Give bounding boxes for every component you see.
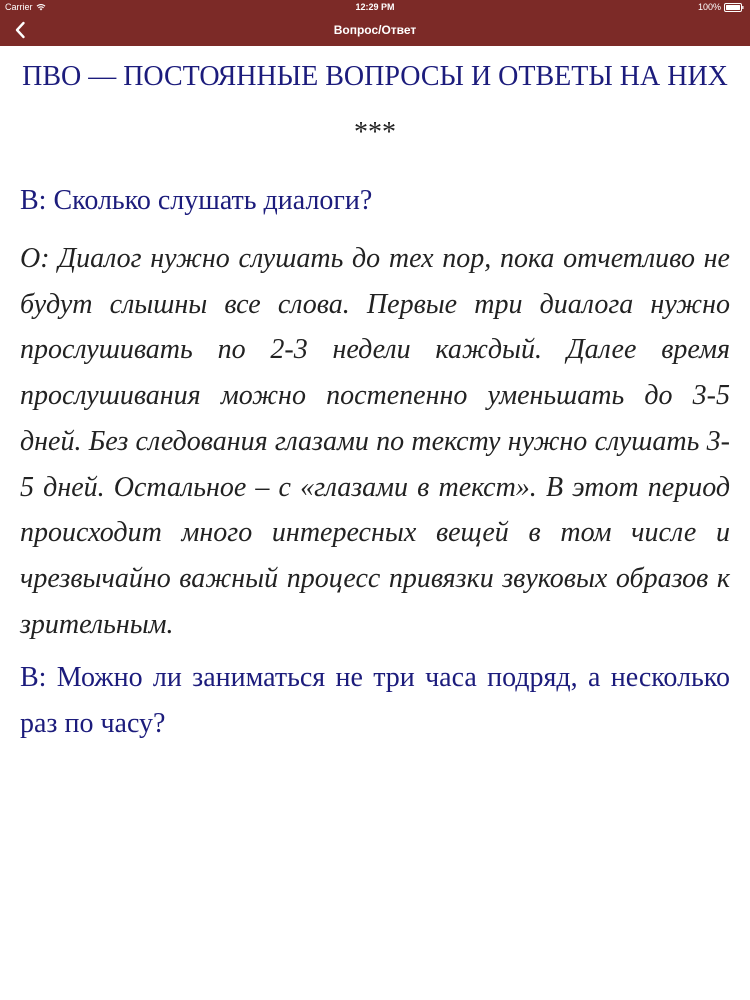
question-text: В: Можно ли заниматься не три часа подряд, а несколько раз по часу? — [20, 662, 730, 740]
status-bar — [0, 0, 750, 14]
status-time: 12:29 PM — [355, 2, 395, 12]
nav-title: Вопрос/Ответ — [333, 23, 417, 37]
section-separator: *** — [354, 117, 396, 148]
battery-icon — [724, 3, 744, 12]
question-text: В: Сколько слушать диалоги? — [20, 185, 373, 216]
answer-text: О: Диалог нужно слушать до тех пор, пока отчетливо не будут слышны все слова. Первые три диалога нужно прослушивать по 2-3 недели каждый. Далее время прослушивания можно постепенно уменьшать до 3-5 дней. Без следования глазами по тексту нужно слушать 3-5 дней. Остальное – с «глазами в текст». В этот период происходит много интересных вещей в том числе и чрезвычайно важный процесс привязки звуковых образов к зрительным. — [20, 243, 730, 640]
battery-percent: 100% — [697, 2, 721, 12]
article-content — [20, 58, 730, 747]
carrier-label: Carrier — [5, 2, 33, 12]
navigation-bar — [0, 14, 750, 46]
top-bar — [0, 0, 750, 46]
page-title: ПВО — ПОСТОЯННЫЕ ВОПРОСЫ И ОТВЕТЫ НА НИХ — [22, 61, 728, 92]
battery-indicator — [698, 2, 744, 12]
